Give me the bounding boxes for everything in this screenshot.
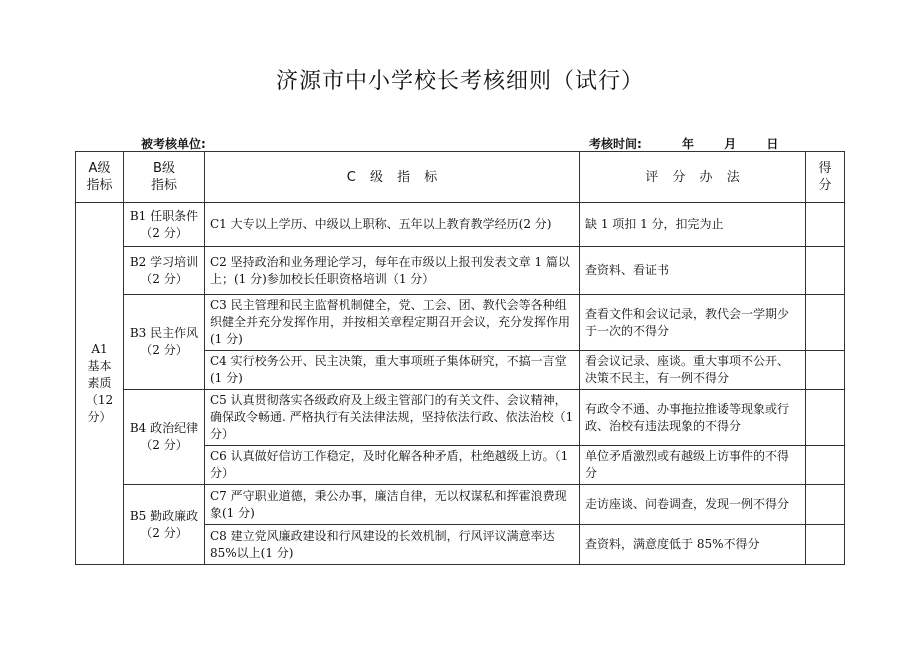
score-cell[interactable] — [806, 351, 845, 390]
table-row — [76, 247, 845, 295]
table-row — [76, 203, 845, 247]
table-row — [76, 390, 845, 446]
time-field — [589, 135, 778, 152]
method-cell: 缺 1 项扣 1 分，扣完为止 — [580, 203, 806, 247]
c6-cell: C6 认真做好信访工作稳定，及时化解各种矛盾，杜绝越级上访。（1 分） — [205, 446, 580, 485]
b1-cell: B1 任职条件 （2 分） — [124, 203, 205, 247]
month-label: 月 — [724, 137, 737, 151]
document-title: 济源市中小学校长考核细则（试行） — [275, 69, 644, 94]
c3-cell: C3 民主管理和民主监督机制健全，党、工会、团、教代会等各种组织健全并充分发挥作用，并按相关章程定期召开会议，充分发挥作用(1 分) — [205, 295, 580, 351]
header-c-level: C 级 指 标 — [205, 152, 580, 203]
unit-label: 被考核单位: — [141, 137, 206, 151]
header-score: 得 分 — [806, 152, 845, 203]
header-b-level: B级 指标 — [124, 152, 205, 203]
b4-cell: B4 政治纪律 （2 分） — [124, 390, 205, 485]
c4-cell: C4 实行校务公开、民主决策，重大事项班子集体研究，不搞一言堂(1 分) — [205, 351, 580, 390]
score-cell[interactable] — [806, 446, 845, 485]
c8-cell: C8 建立党风廉政建设和行风建设的长效机制，行风评议满意率达 85%以上(1 分) — [205, 525, 580, 565]
method-cell: 有政令不通、办事拖拉推诿等现象或行政、治校有违法现象的不得分 — [580, 390, 806, 446]
header-row — [76, 152, 845, 203]
b5-cell: B5 勤政廉政 （2 分） — [124, 485, 205, 565]
c1-cell: C1 大专以上学历、中级以上职称、五年以上教育教学经历(2 分) — [205, 203, 580, 247]
a1-cell: A1 基本 素质 （12 分） — [76, 203, 124, 565]
time-label: 考核时间: — [589, 137, 642, 151]
table-row — [76, 295, 845, 351]
b3-cell: B3 民主作风 （2 分） — [124, 295, 205, 390]
c2-cell: C2 坚持政治和业务理论学习，每年在市级以上报刊发表文章 1 篇以上；(1 分)参加校长任职资格培训（1 分） — [205, 247, 580, 295]
b2-cell: B2 学习培训 （2 分） — [124, 247, 205, 295]
score-cell[interactable] — [806, 295, 845, 351]
table-row — [76, 485, 845, 525]
day-label: 日 — [766, 137, 779, 151]
method-cell: 查资料，满意度低于 85%不得分 — [580, 525, 806, 565]
method-cell: 看会议记录、座谈。重大事项不公开、决策不民主，有一例不得分 — [580, 351, 806, 390]
method-cell: 走访座谈、问卷调查，发现一例不得分 — [580, 485, 806, 525]
assessment-table — [75, 151, 845, 565]
method-cell: 查资料、看证书 — [580, 247, 806, 295]
c7-cell: C7 严守职业道德，秉公办事，廉洁自律，无以权谋私和挥霍浪费现象(1 分) — [205, 485, 580, 525]
method-cell: 查看文件和会议记录，教代会一学期少于一次的不得分 — [580, 295, 806, 351]
score-cell[interactable] — [806, 485, 845, 525]
year-label: 年 — [682, 137, 695, 151]
score-cell[interactable] — [806, 247, 845, 295]
c5-cell: C5 认真贯彻落实各级政府及上级主管部门的有关文件、会议精神，确保政令畅通. 严格执行有关法律法规，坚持依法行政、依法治校（1 分） — [205, 390, 580, 446]
method-cell: 单位矛盾激烈或有越级上访事件的不得分 — [580, 446, 806, 485]
header-method: 评 分 办 法 — [580, 152, 806, 203]
score-cell[interactable] — [806, 203, 845, 247]
score-cell[interactable] — [806, 525, 845, 565]
score-cell[interactable] — [806, 390, 845, 446]
header-a-level: A级 指标 — [76, 152, 124, 203]
